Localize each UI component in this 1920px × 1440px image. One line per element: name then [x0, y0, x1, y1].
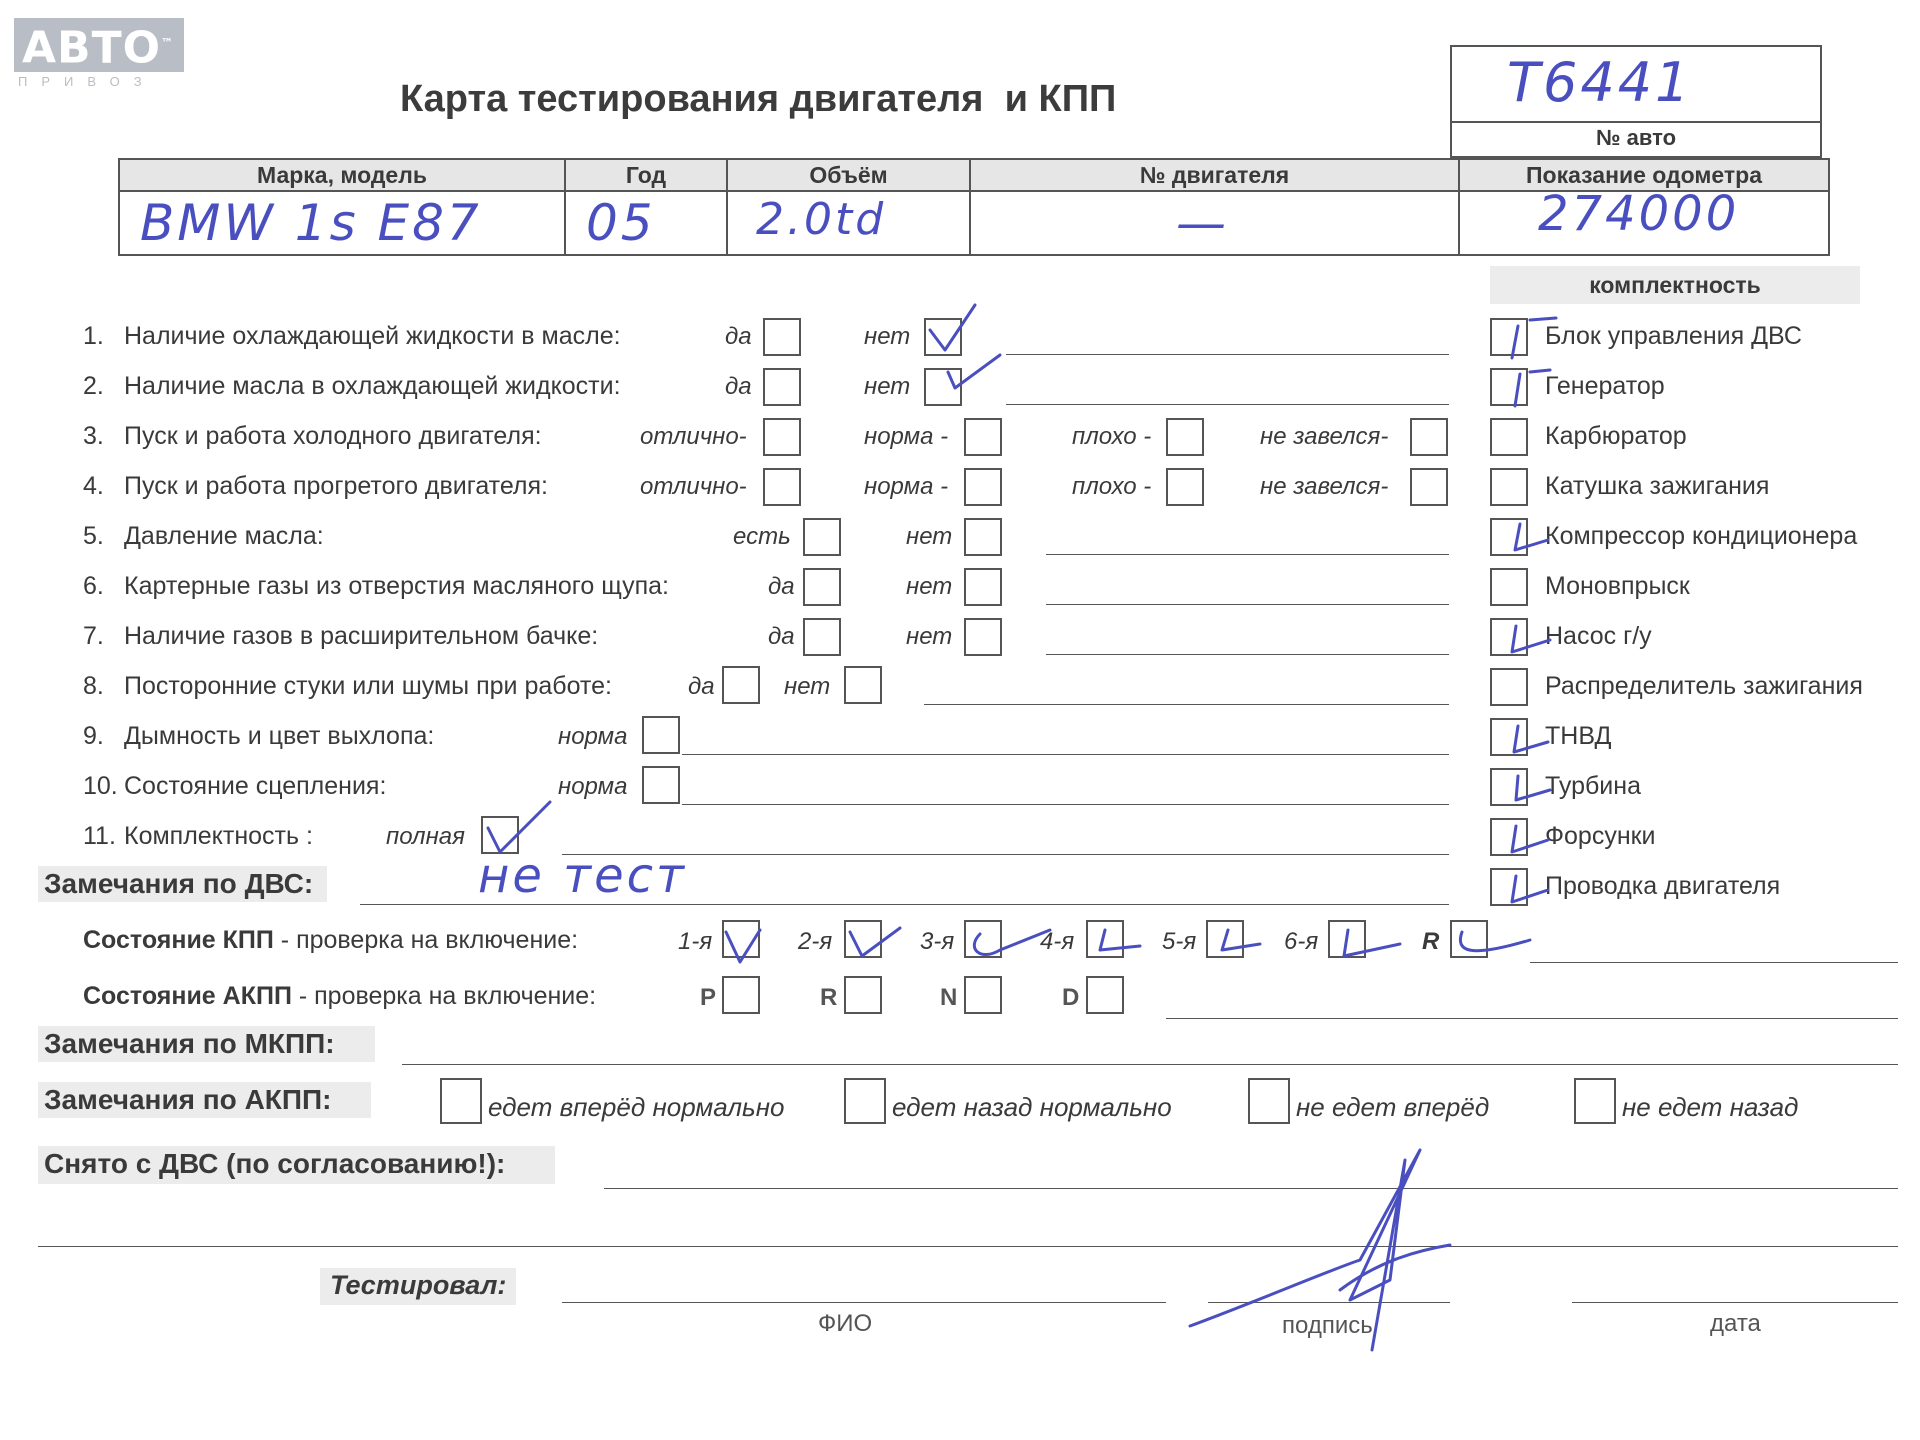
option-label: полная — [386, 823, 465, 850]
question-text: Наличие охлаждающей жидкости в масле: — [124, 322, 621, 350]
checkbox[interactable] — [1166, 418, 1204, 456]
answer-line[interactable] — [562, 854, 1449, 855]
kit-checkbox[interactable] — [1490, 718, 1528, 756]
question-text: Посторонние стуки или шумы при работе: — [124, 672, 612, 700]
akpp-remark-option: не едет вперёд — [1296, 1092, 1490, 1122]
auto-number-label: № авто — [1450, 120, 1822, 158]
checkbox[interactable] — [964, 468, 1002, 506]
answer-line[interactable] — [682, 754, 1449, 755]
kit-title: комплектность — [1490, 266, 1860, 304]
checkbox[interactable] — [844, 666, 882, 704]
volume-value: 2.0td — [756, 194, 887, 245]
answer-line[interactable] — [1046, 554, 1449, 555]
question-text: Наличие газов в расширительном бачке: — [124, 622, 599, 650]
option-label: нет — [906, 623, 953, 650]
answer-line[interactable] — [1046, 604, 1449, 605]
year-cell[interactable] — [565, 191, 727, 255]
option-label: плохо - — [1072, 423, 1152, 450]
akpp-mode-label: D — [1062, 984, 1080, 1011]
checkbox[interactable] — [763, 418, 801, 456]
option-label: нет — [784, 673, 831, 700]
logo-tm: ™ — [161, 36, 175, 50]
remarks-dvs-value: не тест — [478, 848, 688, 904]
answer-line[interactable] — [682, 804, 1449, 805]
checkbox[interactable] — [763, 368, 801, 406]
kit-item-label: ТНВД — [1545, 722, 1612, 750]
logo-text: АВТО — [22, 22, 162, 74]
kit-item-label: Проводка двигателя — [1545, 872, 1781, 900]
logo-sub: ПРИВОЗ — [18, 73, 156, 89]
question-number: 1. — [83, 322, 104, 350]
gear-checkbox[interactable] — [1206, 920, 1244, 958]
logo — [14, 18, 184, 89]
col-header-engine-no: № двигателя — [970, 159, 1459, 191]
answer-line[interactable] — [1006, 354, 1449, 355]
kit-item-label: Компрессор кондиционера — [1545, 522, 1858, 550]
option-label: норма — [558, 773, 628, 800]
removed-line[interactable] — [604, 1188, 1898, 1189]
checkbox[interactable] — [1166, 468, 1204, 506]
kpp-label — [83, 926, 578, 955]
kit-item-label: Турбина — [1545, 772, 1641, 800]
col-header-odometer: Показание одометра — [1459, 159, 1829, 191]
kit-checkbox[interactable] — [1490, 668, 1528, 706]
engine-no-value: — — [1176, 194, 1229, 252]
akpp-mode-label: N — [940, 984, 958, 1011]
odometer-cell[interactable] — [1459, 186, 1829, 255]
col-header-volume: Объём — [727, 159, 970, 191]
question-number: 2. — [83, 372, 104, 400]
kit-checkbox[interactable] — [1490, 568, 1528, 606]
checkbox[interactable] — [964, 518, 1002, 556]
gear-label: 5-я — [1162, 928, 1197, 955]
question-number: 7. — [83, 622, 104, 650]
option-label: есть — [733, 523, 791, 550]
kpp-label-rest: - проверка на включение: — [273, 926, 579, 954]
question-number: 4. — [83, 472, 104, 500]
question-text: Состояние сцепления: — [124, 772, 387, 800]
fio-label: ФИО — [818, 1310, 873, 1337]
option-label: норма - — [864, 423, 949, 450]
kit-checkbox[interactable] — [1490, 468, 1528, 506]
checkbox[interactable] — [803, 618, 841, 656]
kit-item-label: Моновпрыск — [1545, 572, 1690, 600]
option-label: да — [768, 623, 795, 650]
remarks-mkpp-line[interactable] — [402, 1064, 1898, 1065]
kit-checkbox[interactable] — [1490, 818, 1528, 856]
akpp-mode-label: R — [820, 984, 838, 1011]
checkbox[interactable] — [722, 666, 760, 704]
checkbox[interactable] — [1410, 418, 1448, 456]
checkbox[interactable] — [642, 766, 680, 804]
akpp-remark-checkbox[interactable] — [1574, 1078, 1616, 1124]
fio-line[interactable] — [562, 1302, 1166, 1303]
checkbox[interactable] — [964, 618, 1002, 656]
kit-checkbox[interactable] — [1490, 418, 1528, 456]
akpp-label-bold: Состояние АКПП — [83, 982, 292, 1010]
volume-cell[interactable] — [727, 191, 970, 255]
akpp-remark-option: не едет назад — [1622, 1092, 1799, 1122]
kit-checkbox[interactable] — [1490, 768, 1528, 806]
akpp-remark-option: едет назад нормально — [892, 1092, 1172, 1122]
akpp-remark-option: едет вперёд нормально — [488, 1092, 785, 1122]
remarks-akpp-label: Замечания по АКПП: — [38, 1082, 371, 1118]
removed-line-2[interactable] — [38, 1246, 1898, 1247]
option-label: норма - — [864, 473, 949, 500]
checkbox[interactable] — [924, 318, 962, 356]
checkbox[interactable] — [642, 716, 680, 754]
kit-checkbox[interactable] — [1490, 318, 1528, 356]
engine-no-cell[interactable] — [970, 191, 1459, 255]
gear-label: 2-я — [798, 928, 833, 955]
option-label: нет — [864, 323, 911, 350]
option-label: норма — [558, 723, 628, 750]
question-text: Картерные газы из отверстия масляного щупа: — [124, 572, 669, 600]
akpp-label — [83, 982, 596, 1011]
akpp-line[interactable] — [1166, 1018, 1898, 1019]
gear-checkbox[interactable] — [964, 920, 1002, 958]
kit-item-label: Генератор — [1545, 372, 1665, 400]
question-number: 3. — [83, 422, 104, 450]
col-header-brand: Марка, модель — [119, 159, 565, 191]
akpp-checkbox[interactable] — [1086, 976, 1124, 1014]
answer-line[interactable] — [924, 704, 1449, 705]
akpp-remark-checkbox[interactable] — [1248, 1078, 1290, 1124]
page-title: Карта тестирования двигателя и КПП — [400, 78, 1117, 120]
kit-item-label: Катушка зажигания — [1545, 472, 1770, 500]
kpp-label-bold: Состояние КПП — [83, 926, 274, 954]
signature-label: подпись — [1282, 1312, 1373, 1339]
gear-checkbox[interactable] — [722, 920, 760, 958]
question-number: 10. — [83, 772, 118, 800]
checkbox[interactable] — [1410, 468, 1448, 506]
gear-checkbox[interactable] — [1086, 920, 1124, 958]
question-text: Дымность и цвет выхлопа: — [124, 722, 435, 750]
question-number: 11. — [83, 822, 116, 850]
kit-checkbox[interactable] — [1490, 368, 1528, 406]
akpp-checkbox[interactable] — [964, 976, 1002, 1014]
option-label: нет — [906, 573, 953, 600]
option-label: нет — [864, 373, 911, 400]
tested-label: Тестировал: — [320, 1268, 516, 1305]
brand-cell[interactable] — [119, 191, 565, 255]
checkbox[interactable] — [763, 468, 801, 506]
question-text: Пуск и работа холодного двигателя: — [124, 422, 542, 450]
question-number: 8. — [83, 672, 104, 700]
odometer-value: 274000 — [1538, 186, 1740, 242]
option-label: да — [688, 673, 715, 700]
akpp-remark-checkbox[interactable] — [440, 1078, 482, 1124]
auto-number-value: T6441 — [1507, 51, 1693, 114]
option-label: да — [768, 573, 795, 600]
remarks-dvs-line[interactable] — [360, 904, 1449, 905]
akpp-label-rest: - проверка на включение: — [291, 982, 597, 1010]
question-text: Пуск и работа прогретого двигателя: — [124, 472, 548, 500]
header-table — [118, 158, 1830, 256]
checkbox[interactable] — [924, 368, 962, 406]
option-label: да — [725, 323, 752, 350]
date-line[interactable] — [1572, 1302, 1898, 1303]
brand-value: BMW 1s E87 — [140, 194, 482, 252]
col-header-year: Год — [565, 159, 727, 191]
question-text: Давление масла: — [124, 522, 324, 550]
option-label: нет — [906, 523, 953, 550]
kpp-line[interactable] — [1530, 962, 1898, 963]
option-label: не завелся- — [1260, 423, 1389, 450]
checkbox[interactable] — [964, 568, 1002, 606]
kit-item-label: Форсунки — [1545, 822, 1656, 850]
remarks-dvs-label: Замечания по ДВС: — [38, 866, 327, 902]
kit-item-label: Распределитель зажигания — [1545, 672, 1863, 700]
gear-label: 6-я — [1284, 928, 1319, 955]
date-label: дата — [1710, 1310, 1761, 1337]
akpp-mode-label: P — [700, 984, 717, 1011]
akpp-remark-checkbox[interactable] — [844, 1078, 886, 1124]
option-label: да — [725, 373, 752, 400]
akpp-checkbox[interactable] — [844, 976, 882, 1014]
signature-line[interactable] — [1208, 1302, 1450, 1303]
kit-checkbox[interactable] — [1490, 618, 1528, 656]
answer-line[interactable] — [1046, 654, 1449, 655]
remarks-mkpp-label: Замечания по МКПП: — [38, 1026, 375, 1062]
gear-label: 3-я — [920, 928, 955, 955]
checkbox[interactable] — [964, 418, 1002, 456]
option-label: отлично- — [640, 423, 747, 450]
gear-label: 4-я — [1040, 928, 1075, 955]
option-label: плохо - — [1072, 473, 1152, 500]
answer-line[interactable] — [1006, 404, 1449, 405]
kit-item-label: Карбюратор — [1545, 422, 1687, 450]
gear-checkbox[interactable] — [844, 920, 882, 958]
question-number: 9. — [83, 722, 104, 750]
checkbox[interactable] — [803, 568, 841, 606]
checkbox[interactable] — [803, 518, 841, 556]
gear-checkbox[interactable] — [1328, 920, 1366, 958]
question-text: Комплектность : — [124, 822, 313, 850]
checkbox[interactable] — [763, 318, 801, 356]
auto-number-box[interactable] — [1450, 45, 1822, 123]
gear-label: 1-я — [678, 928, 713, 955]
question-number: 6. — [83, 572, 104, 600]
year-value: 05 — [586, 194, 656, 252]
kit-checkbox[interactable] — [1490, 868, 1528, 906]
gear-label: R — [1422, 928, 1440, 955]
kit-item-label: Блок управления ДВС — [1545, 322, 1802, 350]
question-text: Наличие масла в охлаждающей жидкости: — [124, 372, 621, 400]
kit-checkbox[interactable] — [1490, 518, 1528, 556]
gear-checkbox[interactable] — [1450, 920, 1488, 958]
option-label: не завелся- — [1260, 473, 1389, 500]
question-number: 5. — [83, 522, 104, 550]
removed-label: Снято с ДВС (по согласованию!): — [38, 1146, 555, 1184]
akpp-checkbox[interactable] — [722, 976, 760, 1014]
option-label: отлично- — [640, 473, 747, 500]
kit-item-label: Насос г/у — [1545, 622, 1652, 650]
